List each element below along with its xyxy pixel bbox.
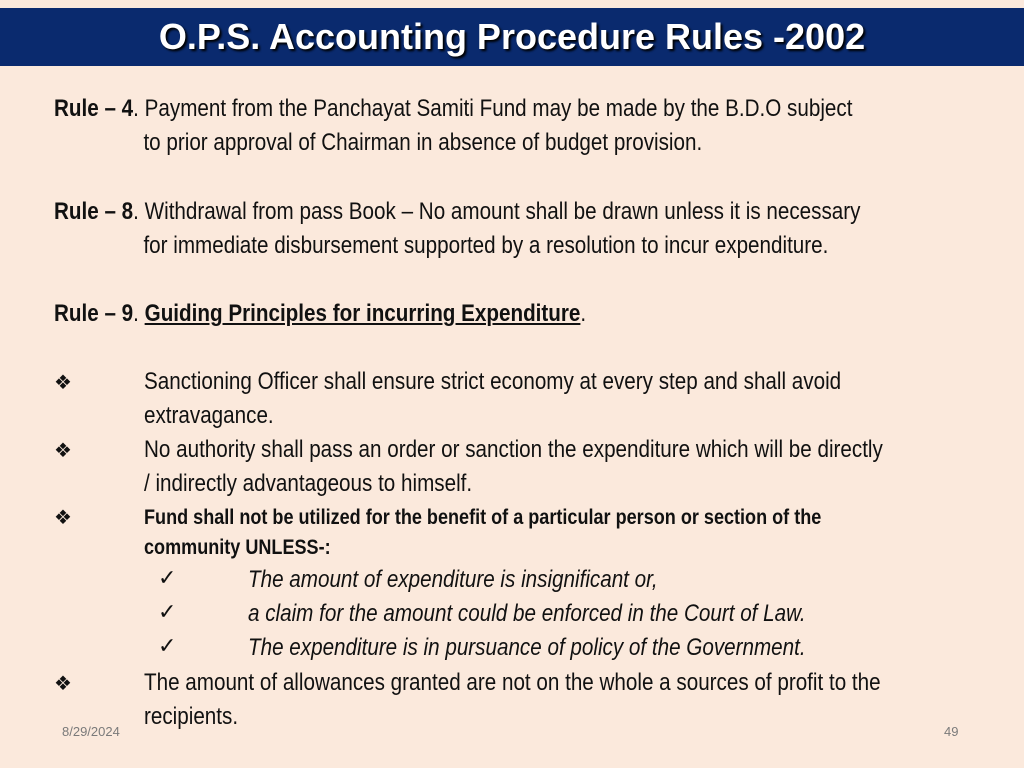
- rule-9: [54, 297, 862, 331]
- bullet-1-line1: Sanctioning Officer shall ensure strict economy at every step and shall avoid: [144, 368, 842, 395]
- bullet-item: [144, 503, 970, 563]
- footer-date: 8/29/2024: [62, 724, 120, 739]
- checkmark-icon: ✓: [158, 565, 177, 590]
- bullet-3-line1: Fund shall not be utilized for the benefit of a particular person or section of the: [144, 506, 822, 529]
- rule-9-heading: Guiding Principles for incurring Expenditure: [144, 300, 581, 327]
- rule-8-line1: . Withdrawal from pass Book – No amount shall be drawn unless it is necessary: [133, 198, 861, 225]
- rule-4-line2: to prior approval of Chairman in absence of budget provision.: [143, 129, 703, 156]
- diamond-bullet-icon: ❖: [54, 507, 72, 529]
- checkmark-icon: ✓: [158, 633, 177, 658]
- rule-4-line1: . Payment from the Panchayat Samiti Fund may be made by the B.D.O subject: [133, 95, 853, 122]
- check-item-2: a claim for the amount could be enforced in the Court of Law.: [248, 600, 806, 627]
- bullet-4-line1: The amount of allowances granted are not on the whole a sources of profit to the: [144, 669, 881, 696]
- checkmark-icon: ✓: [158, 599, 177, 624]
- bullet-item: [144, 365, 970, 433]
- bullet-3-line2: community UNLESS-:: [144, 536, 331, 559]
- rule-4-label: Rule – 4: [54, 95, 134, 122]
- rule-9-end: .: [580, 300, 587, 327]
- rule-8: [54, 195, 862, 263]
- rule-9-label: Rule – 9: [54, 300, 134, 327]
- rule-9-sep: .: [133, 300, 145, 327]
- check-item-1: The amount of expenditure is insignificant or,: [248, 566, 658, 593]
- diamond-bullet-icon: ❖: [54, 372, 72, 394]
- bullet-4-line2: recipients.: [144, 703, 239, 730]
- bullet-2-line1: No authority shall pass an order or sanction the expenditure which will be directly: [144, 436, 883, 463]
- rule-4: [54, 92, 862, 160]
- bullet-item: [144, 433, 970, 501]
- diamond-bullet-icon: ❖: [54, 440, 72, 462]
- page-number: 49: [944, 724, 959, 739]
- bullet-1-line2: extravagance.: [144, 402, 274, 429]
- diamond-bullet-icon: ❖: [54, 673, 72, 695]
- slide-title: O.P.S. Accounting Procedure Rules -2002: [158, 16, 866, 57]
- bullet-2-line2: / indirectly advantageous to himself.: [144, 470, 473, 497]
- rule-8-line2: for immediate disbursement supported by a resolution to incur expenditure.: [143, 232, 829, 259]
- rule-8-label: Rule – 8: [54, 198, 134, 225]
- check-item-3: The expenditure is in pursuance of policy of the Government.: [248, 634, 806, 661]
- bullet-item: [144, 666, 970, 734]
